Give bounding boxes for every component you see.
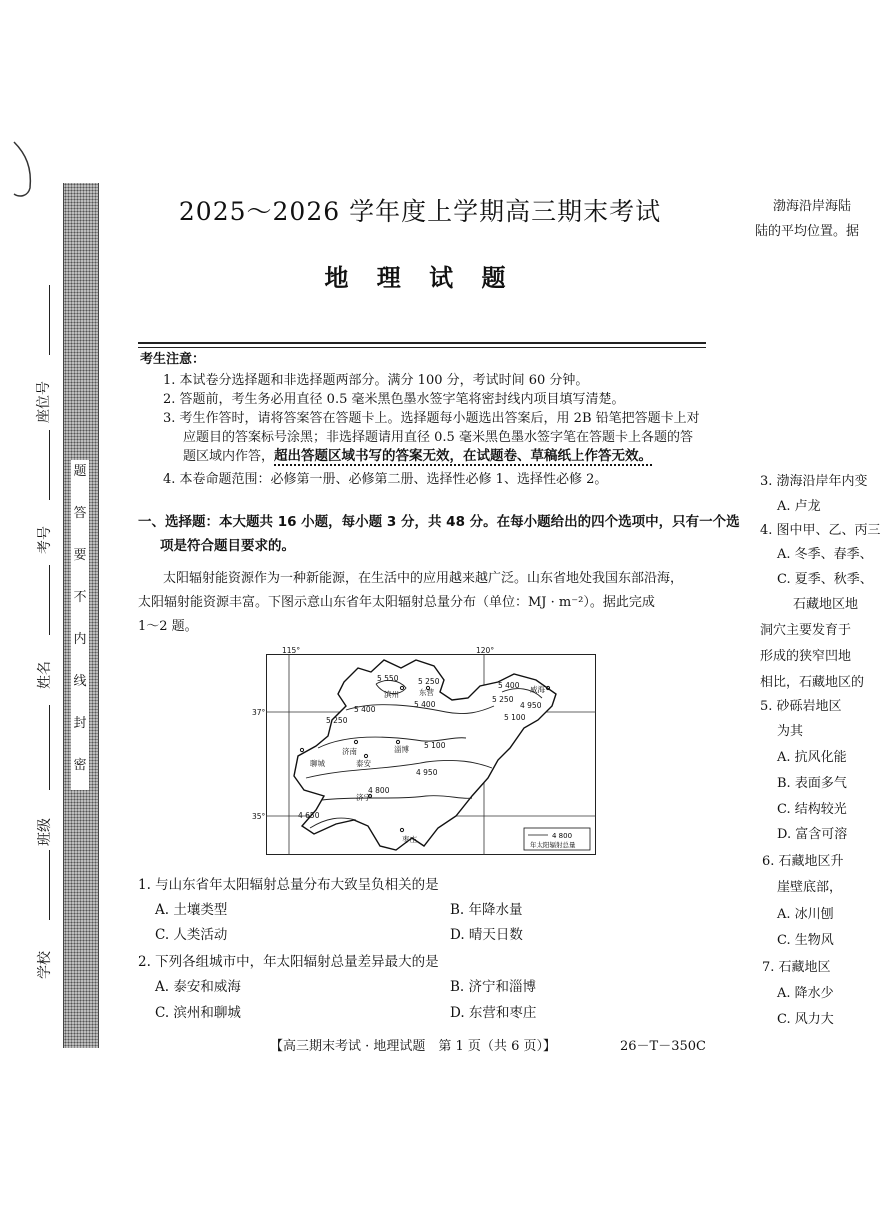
question-2-option-a[interactable]: A. 泰安和威海 (155, 979, 241, 995)
isoline-value: 5 100 (504, 713, 526, 722)
right-column-text: A. 冰川刨 (777, 907, 834, 922)
isoline-value: 5 250 (418, 677, 440, 686)
exam-subtitle: 地 理 试 题 (324, 264, 516, 292)
right-column-text: 6. 石藏地区升 (762, 854, 844, 869)
city-label: 威海 (530, 685, 545, 694)
notice-item: 4. 本卷命题范围：必修第一册、必修第二册、选择性必修 1、选择性必修 2。 (163, 472, 608, 487)
right-column-text: 洞穴主要发育于 (760, 623, 852, 638)
seat-number-line[interactable] (49, 285, 50, 355)
question-1-option-b[interactable]: B. 年降水量 (450, 902, 523, 918)
isoline-value: 4 950 (520, 701, 542, 710)
school-label: 学校 (37, 951, 53, 979)
section-heading: 项是符合题目要求的。 (160, 538, 295, 554)
right-column-text: D. 富含可溶 (777, 827, 848, 842)
legend-value: 4 800 (552, 832, 573, 840)
right-column-text: A. 冬季、春季、 (777, 547, 873, 562)
name-label: 姓名 (37, 661, 53, 689)
class-label: 班级 (37, 818, 53, 846)
isoline-value: 5 250 (326, 716, 348, 725)
intro-text: 太阳辐射能资源丰富。下图示意山东省年太阳辐射总量分布（单位：MJ · m⁻²）。据此完成 (138, 595, 655, 610)
right-column-text: 7. 石藏地区 (762, 960, 831, 975)
right-column-text: 4. 图中甲、乙、丙三 (760, 523, 881, 538)
city-label: 济南 (342, 747, 357, 756)
strip-char: 线 (73, 674, 87, 689)
intro-text: 太阳辐射能资源作为一种新能源，在生活中的应用越来越广泛。山东省地处我国东部沿海， (163, 571, 684, 586)
right-column-text: B. 表面多气 (777, 776, 847, 791)
notice-item: 3. 考生作答时，请将答案答在答题卡上。选择题每小题选出答案后，用 2B 铅笔把答题卡上对 (163, 411, 700, 426)
paper-code: 26－T－350C (620, 1039, 706, 1054)
section-heading: 一、选择题：本大题共 16 小题，每小题 3 分，共 48 分。在每小题给出的四个选项中，只有一个选 (138, 514, 740, 530)
right-column-text: C. 风力大 (777, 1012, 834, 1027)
right-column-text: 石藏地区地 (793, 597, 859, 612)
city-label: 东营 (419, 688, 434, 697)
right-column-text: 渤海沿岸海陆 (773, 199, 852, 214)
right-column-text: 崖壁底部， (777, 880, 843, 895)
isoline-value: 4 650 (298, 811, 320, 820)
isoline-value: 5 550 (377, 674, 399, 683)
question-2-stem: 2. 下列各组城市中，年太阳辐射总量差异最大的是 (138, 954, 439, 970)
isoline-value: 5 250 (492, 695, 514, 704)
right-column-text: A. 卢龙 (777, 499, 821, 514)
right-column-text: A. 抗风化能 (777, 750, 847, 765)
page-footer: 【高三期末考试 · 地理试题 第 1 页（共 6 页）】 (270, 1039, 556, 1054)
strip-char: 答 (73, 506, 87, 521)
right-column-text: C. 结构较光 (777, 802, 847, 817)
exam-title: 2025～2026 学年度上学期高三期末考试 (178, 197, 662, 226)
latitude-label: 37° (252, 708, 266, 717)
legend-label: 年太阳辐射总量 (530, 841, 576, 849)
latitude-label: 35° (252, 812, 266, 821)
right-column-text: 5. 砂砾岩地区 (760, 699, 842, 714)
right-column-text: 陆的平均位置。据 (755, 224, 860, 239)
strip-char: 题 (73, 464, 87, 479)
right-column-text: 形成的狭窄凹地 (760, 649, 852, 664)
right-column-text: 3. 渤海沿岸年内变 (760, 474, 868, 489)
right-column-text: C. 夏季、秋季、 (777, 572, 873, 587)
right-column-text: 相比，石藏地区的 (760, 675, 865, 690)
name-line[interactable] (49, 565, 50, 635)
city-label: 滨州 (384, 690, 399, 699)
longitude-label: 115° (282, 646, 301, 655)
intro-text: 1～2 题。 (138, 619, 198, 634)
question-1-option-c[interactable]: C. 人类活动 (155, 927, 228, 943)
question-1-option-d[interactable]: D. 晴天日数 (450, 927, 523, 943)
isoline-value: 4 800 (368, 786, 390, 795)
city-label: 枣庄 (402, 835, 417, 844)
longitude-label: 120° (476, 646, 495, 655)
strip-char: 密 (73, 758, 87, 773)
right-column-text: A. 降水少 (777, 986, 834, 1001)
notice-item: 1. 本试卷分选择题和非选择题两部分。满分 100 分，考试时间 60 分钟。 (163, 373, 589, 388)
school-line[interactable] (49, 850, 50, 920)
strip-char: 不 (73, 590, 87, 605)
question-2-option-d[interactable]: D. 东营和枣庄 (450, 1005, 537, 1021)
question-2-option-c[interactable]: C. 滨州和聊城 (155, 1005, 241, 1021)
notice-item: 题区域内作答， (183, 449, 275, 464)
header-divider (138, 342, 706, 348)
isoline-value: 5 400 (354, 705, 376, 714)
exam-number-line[interactable] (49, 430, 50, 500)
seat-number-label: 座位号 (36, 381, 52, 423)
city-label: 济宁 (356, 793, 371, 802)
isoline-value: 4 950 (416, 768, 438, 777)
shandong-solar-radiation-map (252, 646, 596, 855)
binding-strip-text-area (71, 460, 89, 790)
city-label: 泰安 (356, 759, 371, 768)
isoline-value: 5 400 (498, 681, 520, 690)
question-2-option-b[interactable]: B. 济宁和淄博 (450, 979, 537, 995)
notice-item: 应题目的答案标号涂黑；非选择题请用直径 0.5 毫米黑色墨水签字笔在答题卡上各题的答 (183, 430, 693, 445)
city-label: 聊城 (310, 759, 325, 768)
class-line[interactable] (49, 705, 50, 790)
isoline-value: 5 400 (414, 700, 436, 709)
binder-clip-decoration (8, 140, 38, 200)
exam-number-label: 考号 (37, 526, 53, 554)
right-column-text: C. 生物风 (777, 933, 834, 948)
isoline-value: 5 100 (424, 741, 446, 750)
notice-heading: 考生注意： (140, 352, 206, 367)
question-1-option-a[interactable]: A. 土壤类型 (155, 902, 228, 918)
question-1-stem: 1. 与山东省年太阳辐射总量分布大致呈负相关的是 (138, 877, 439, 893)
notice-item: 2. 答题前，考生务必用直径 0.5 毫米黑色墨水签字笔将密封线内项目填写清楚。 (163, 392, 625, 407)
notice-warning: 超出答题区域书写的答案无效，在试题卷、草稿纸上作答无效。 (274, 448, 653, 464)
strip-char: 要 (73, 548, 87, 563)
strip-char: 封 (73, 716, 87, 731)
right-column-text: 为其 (777, 724, 804, 739)
city-label: 淄博 (394, 745, 409, 754)
notice-item-wrap (183, 447, 652, 466)
strip-char: 内 (73, 632, 87, 647)
